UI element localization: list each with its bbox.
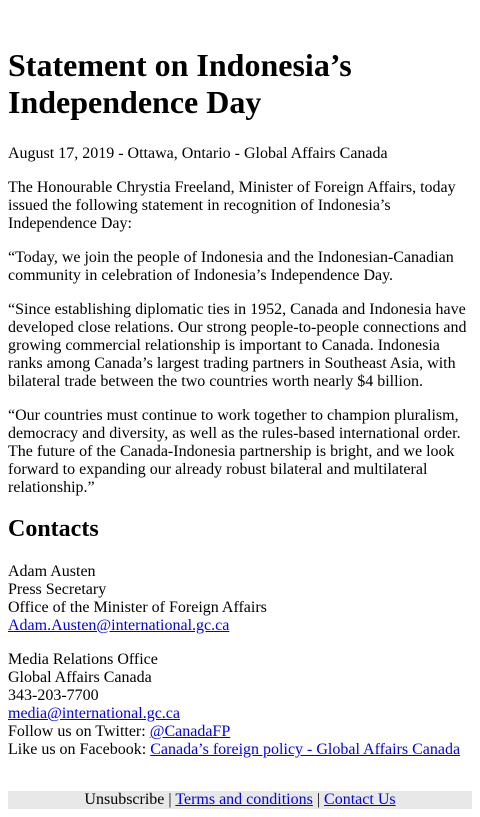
- twitter-line: [8, 723, 472, 741]
- contact-email-link[interactable]: Adam.Austen@international.gc.ca: [8, 617, 230, 634]
- dateline: August 17, 2019 - Ottawa, Ontario - Global Affairs Canada: [8, 145, 388, 162]
- statement-paragraph-1: “Today, we join the people of Indonesia and the Indonesian-Canadian community in celebration of Indonesia’s Independence Day.: [8, 249, 454, 284]
- statement-paragraph-3: “Our countries must continue to work together to champion pluralism, democracy and diversity, as well as the rules-based international order. The future of the Canada-Indonesia partnership is bright, and we look forward to expanding our already robust bilateral and multilateral relationship.”: [8, 407, 461, 496]
- press-contact: [8, 563, 472, 635]
- unsubscribe-text: Unsubscribe: [84, 791, 165, 808]
- footer-bar: [8, 791, 472, 809]
- footer-separator: |: [312, 791, 325, 808]
- contact-name: Adam Austen: [8, 563, 96, 580]
- statement-paragraph-2: “Since establishing diplomatic ties in 1952, Canada and Indonesia have developed close relations. Our strong people-to-people connections and growing commercial relationship is important to Canada. Indonesia ranks among Canada’s largest trading partners in Southeast Asia, with bilateral trade between the two countries worth nearly $4 billion.: [8, 301, 467, 390]
- media-contact: [8, 651, 472, 759]
- media-email-link[interactable]: media@international.gc.ca: [8, 705, 180, 722]
- footer-separator: |: [164, 791, 176, 808]
- twitter-link[interactable]: @CanadaFP: [149, 723, 231, 740]
- facebook-link[interactable]: Canada’s foreign policy - Global Affairs Canada: [150, 741, 461, 758]
- facebook-prefix: Like us on Facebook:: [8, 741, 151, 758]
- media-org: Global Affairs Canada: [8, 669, 152, 686]
- media-office-name: Media Relations Office: [8, 651, 158, 668]
- contact-role: Press Secretary: [8, 581, 107, 598]
- contact-us-link[interactable]: Contact Us: [324, 791, 396, 808]
- facebook-line: [8, 741, 472, 759]
- media-phone: 343-203-7700: [8, 687, 99, 704]
- terms-link[interactable]: Terms and conditions: [175, 791, 313, 808]
- contact-office: Office of the Minister of Foreign Affairs: [8, 599, 267, 616]
- twitter-prefix: Follow us on Twitter:: [8, 723, 150, 740]
- contacts-heading: Contacts: [8, 516, 99, 542]
- intro-paragraph: The Honourable Chrystia Freeland, Minister of Foreign Affairs, today issued the following statement in recognition of Indonesia’s Independence Day:: [8, 179, 456, 232]
- page-title: Statement on Indonesia’s Independence Day: [8, 47, 352, 120]
